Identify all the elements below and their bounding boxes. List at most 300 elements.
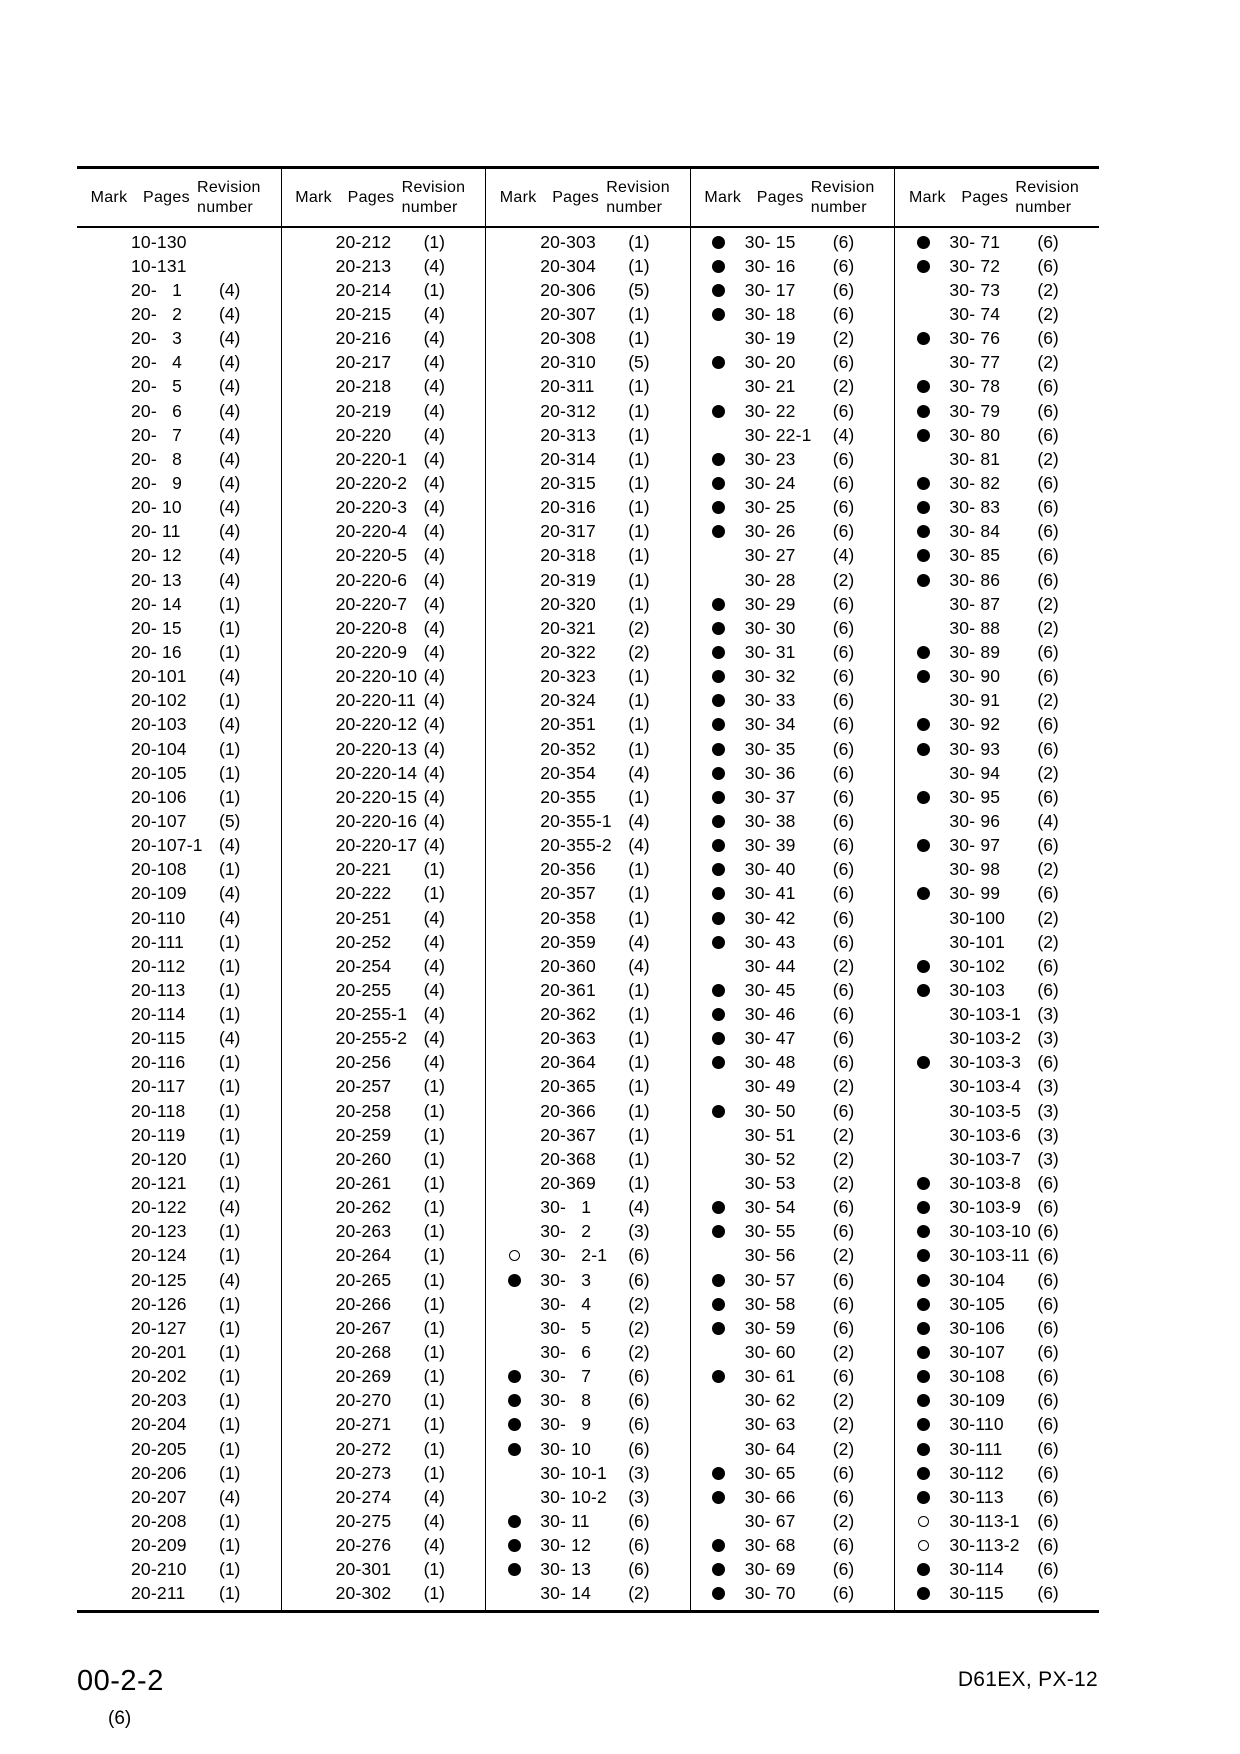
page-cell: 20-220-9 (335, 641, 408, 662)
table-row (77, 1075, 281, 1099)
page-cell: 30- 28 (744, 569, 796, 590)
page-cell: 20-213 (335, 255, 392, 276)
filled-circle-icon (712, 477, 725, 490)
page-cell: 30-110 (949, 1414, 1004, 1435)
table-row (895, 1196, 1099, 1220)
revision-cell: (6) (1037, 1221, 1059, 1242)
revision-cell: (6) (1037, 835, 1059, 856)
header-mark: Mark (499, 188, 537, 206)
page-cell: 30- 52 (744, 1148, 796, 1169)
revision-cell: (1) (219, 1317, 241, 1338)
filled-circle-icon (917, 984, 930, 997)
page-cell: 30- 35 (744, 738, 796, 759)
revision-cell: (6) (832, 521, 855, 542)
mark-cell (895, 1370, 947, 1383)
table-row (895, 1075, 1099, 1099)
table-row (895, 640, 1099, 664)
filled-circle-icon (508, 1370, 521, 1383)
filled-circle-icon (712, 1008, 725, 1021)
page-cell: 30- 14 (540, 1583, 592, 1604)
mark-cell (691, 284, 743, 297)
mark-cell (895, 1491, 947, 1504)
revision-cell: (4) (423, 255, 445, 276)
table-row (691, 1196, 895, 1220)
page-cell: 20-112 (131, 955, 186, 976)
table-row (77, 1220, 281, 1244)
table-row (895, 592, 1099, 616)
page-cell: 30- 20 (744, 352, 796, 373)
page-cell: 20-125 (131, 1269, 187, 1290)
page-cell: 30- 4 (540, 1293, 592, 1314)
page-cell: 20-273 (335, 1462, 392, 1483)
table-row (282, 568, 486, 592)
revision-cell: (6) (1037, 424, 1059, 445)
revision-cell: (6) (1037, 1511, 1059, 1532)
revision-cell: (4) (423, 593, 445, 614)
revision-cell: (1) (219, 1511, 241, 1532)
revision-cell: (1) (219, 641, 241, 662)
revision-cell: (1) (628, 255, 650, 276)
filled-circle-icon (917, 501, 930, 514)
revision-cell: (1) (423, 1462, 445, 1483)
table-row (895, 496, 1099, 520)
table-row (691, 906, 895, 930)
filled-circle-icon (917, 1370, 930, 1383)
filled-circle-icon (917, 236, 930, 249)
page-cell: 20-304 (540, 255, 596, 276)
filled-circle-icon (712, 1201, 725, 1214)
revision-cell: (6) (832, 231, 855, 252)
revision-cell: (6) (832, 883, 855, 904)
table-row (895, 327, 1099, 351)
page-cell: 30-103-4 (949, 1076, 1022, 1097)
mark-cell (691, 1491, 743, 1504)
page-cell: 20-221 (335, 859, 392, 880)
table-row (895, 761, 1099, 785)
header-mark: Mark (295, 188, 332, 206)
revision-cell: (6) (1037, 1486, 1059, 1507)
revision-cell: (3) (628, 1221, 650, 1242)
mark-cell (895, 791, 947, 804)
mark-cell (486, 1443, 538, 1456)
revision-cell: (6) (1037, 1414, 1059, 1435)
page-cell: 20-111 (131, 931, 185, 952)
page-cell: 20-264 (335, 1245, 392, 1266)
filled-circle-icon (712, 984, 725, 997)
table-row (895, 689, 1099, 713)
table-row (282, 1558, 486, 1582)
page-cell: 20-265 (335, 1269, 392, 1290)
filled-circle-icon (917, 839, 930, 852)
page-cell: 30- 59 (744, 1317, 796, 1338)
page-cell: 20-119 (131, 1124, 186, 1145)
table-row (486, 1003, 690, 1027)
revision-cell: (2) (832, 1390, 855, 1411)
revision-cell: (6) (832, 786, 855, 807)
revision-cell: (1) (628, 521, 650, 542)
page-cell: 20-323 (540, 666, 596, 687)
table-row (282, 1099, 486, 1123)
page-cell: 20-109 (131, 883, 187, 904)
page-cell: 30- 99 (949, 883, 1001, 904)
page-cell: 20-361 (540, 979, 596, 1000)
revision-cell: (1) (423, 1366, 445, 1387)
revision-cell: (4) (423, 738, 445, 759)
table-row (691, 1365, 895, 1389)
revision-cell: (4) (423, 1004, 445, 1025)
revision-cell: (2) (832, 328, 855, 349)
page-cell: 20-220-7 (335, 593, 408, 614)
filled-circle-icon (712, 863, 725, 876)
table-row (691, 327, 895, 351)
model-name: D61EX, PX-12 (957, 1668, 1098, 1691)
table-row (486, 592, 690, 616)
mark-cell (691, 308, 743, 321)
table-row (282, 1123, 486, 1147)
table-row (691, 302, 895, 326)
table-row (282, 930, 486, 954)
table-row (691, 1123, 895, 1147)
table-row (691, 882, 895, 906)
table-row (895, 1268, 1099, 1292)
table-row (77, 254, 281, 278)
table-row (282, 1437, 486, 1461)
page-cell: 20-365 (540, 1076, 596, 1097)
mark-cell (895, 1249, 947, 1262)
revision-cell: (4) (628, 810, 650, 831)
mark-cell (691, 718, 743, 731)
table-row (77, 1171, 281, 1195)
mark-cell (895, 1467, 947, 1480)
page-cell: 30- 63 (744, 1414, 796, 1435)
revision-cell: (1) (219, 738, 241, 759)
page-cell: 20-118 (131, 1100, 186, 1121)
page-cell: 20-220-5 (335, 545, 408, 566)
header-pages: Pages (961, 188, 1009, 206)
table-row (691, 1171, 895, 1195)
revision-cell: (6) (1037, 666, 1059, 687)
mark-cell (895, 1587, 947, 1600)
page-cell: 30- 36 (744, 762, 796, 783)
table-row (691, 544, 895, 568)
header-revision (398, 178, 482, 218)
revision-cell: (4) (423, 907, 445, 928)
mark-cell (895, 1443, 947, 1456)
table-row (691, 1413, 895, 1437)
table-row (486, 1196, 690, 1220)
page-cell: 20-261 (335, 1173, 392, 1194)
revision-cell: (6) (1037, 521, 1059, 542)
page-cell: 30- 29 (744, 593, 796, 614)
page-cell: 20-363 (540, 1028, 596, 1049)
page-cell: 20-217 (335, 352, 392, 373)
page-cell: 20-354 (540, 762, 596, 783)
table-row (895, 544, 1099, 568)
table-row (486, 882, 690, 906)
table-row (77, 1147, 281, 1171)
revision-cell: (6) (832, 1293, 855, 1314)
page-cell: 30- 78 (949, 376, 1001, 397)
mark-cell (691, 1563, 743, 1576)
mark-cell (691, 260, 743, 273)
page-cell: 30- 76 (949, 328, 1001, 349)
mark-cell (895, 1225, 947, 1238)
revision-cell: (1) (628, 569, 650, 590)
filled-circle-icon (712, 1370, 725, 1383)
column-header (282, 169, 486, 228)
revision-cell: (1) (219, 1390, 241, 1411)
page-cell: 20-220-3 (335, 497, 408, 518)
filled-circle-icon (712, 1056, 725, 1069)
revision-cell: (4) (423, 497, 445, 518)
filled-circle-icon (712, 912, 725, 925)
table-row (691, 640, 895, 664)
mark-cell (691, 477, 743, 490)
revision-cell: (6) (832, 448, 855, 469)
page-cell: 20-209 (131, 1535, 187, 1556)
filled-circle-icon (917, 1322, 930, 1335)
table-row (691, 351, 895, 375)
revision-cell: (2) (832, 1342, 855, 1363)
revision-cell: (4) (628, 931, 650, 952)
revision-cell: (1) (423, 1293, 445, 1314)
page-cell: 20- 6 (131, 400, 183, 421)
page-cell: 30-113-1 (949, 1511, 1020, 1532)
table-row (77, 689, 281, 713)
page-cell: 20-211 (131, 1583, 186, 1604)
revision-cell: (4) (219, 279, 241, 300)
revision-cell: (4) (219, 303, 241, 324)
page-cell: 20-110 (131, 907, 186, 928)
table-row (691, 1437, 895, 1461)
table-row (691, 496, 895, 520)
revision-cell: (2) (1037, 303, 1059, 324)
table-row (691, 665, 895, 689)
revision-cell: (1) (219, 931, 241, 952)
table-row (77, 1003, 281, 1027)
page-cell: 30-113-2 (949, 1535, 1020, 1556)
table-row (486, 1051, 690, 1075)
revision-cell: (4) (423, 521, 445, 542)
revision-cell: (4) (423, 714, 445, 735)
page-cell: 30- 21 (744, 376, 796, 397)
revision-cell: (6) (832, 1535, 855, 1556)
mark-cell (895, 405, 947, 418)
table-row (282, 447, 486, 471)
page-cell: 30- 89 (949, 641, 1001, 662)
revision-cell: (1) (423, 1317, 445, 1338)
page-cell: 30- 70 (744, 1583, 796, 1604)
table-row (895, 278, 1099, 302)
page-cell: 30-103-6 (949, 1124, 1022, 1145)
table-row (486, 302, 690, 326)
page-cell: 20-251 (335, 907, 392, 928)
table-row (486, 1389, 690, 1413)
revision-cell: (6) (832, 931, 855, 952)
filled-circle-icon (712, 598, 725, 611)
table-row (895, 1389, 1099, 1413)
table-row (282, 302, 486, 326)
revision-cell: (1) (628, 786, 650, 807)
table-row (691, 1292, 895, 1316)
revision-cell: (1) (423, 859, 445, 880)
filled-circle-icon (917, 1467, 930, 1480)
page-cell: 20-222 (335, 883, 392, 904)
revision-cell: (1) (219, 593, 241, 614)
mark-cell (895, 1516, 947, 1527)
filled-circle-icon (917, 1587, 930, 1600)
page-cell: 20-210 (131, 1559, 187, 1580)
page-cell: 20-121 (131, 1173, 187, 1194)
revision-cell: (6) (1037, 738, 1059, 759)
revision-cell: (6) (832, 1486, 855, 1507)
revision-cell: (2) (628, 1317, 650, 1338)
page-cell: 10-130 (131, 231, 187, 252)
revision-cell: (6) (1037, 1317, 1059, 1338)
table-row (486, 616, 690, 640)
revision-cell: (6) (628, 1535, 650, 1556)
table-row (486, 1365, 690, 1389)
revision-cell: (1) (628, 979, 650, 1000)
revision-cell: (1) (423, 1559, 445, 1580)
table-row (486, 906, 690, 930)
page-cell: 30- 44 (744, 955, 796, 976)
filled-circle-icon (917, 718, 930, 731)
revision-cell: (1) (423, 1414, 445, 1435)
table-row (77, 327, 281, 351)
filled-circle-icon (917, 1418, 930, 1431)
page-cell: 20-207 (131, 1486, 187, 1507)
revision-cell: (3) (628, 1486, 650, 1507)
page-cell: 20-258 (335, 1100, 392, 1121)
header-revision (602, 178, 686, 218)
filled-circle-icon (917, 429, 930, 442)
table-row (895, 1365, 1099, 1389)
table-row (77, 665, 281, 689)
page-cell: 20-362 (540, 1004, 596, 1025)
revision-cell: (1) (219, 1173, 241, 1194)
filled-circle-icon (917, 887, 930, 900)
mark-cell (691, 501, 743, 514)
page-cell: 30- 49 (744, 1076, 796, 1097)
revision-cell: (3) (1037, 1100, 1059, 1121)
page-cell: 20-270 (335, 1390, 392, 1411)
page-cell: 30- 11 (540, 1511, 590, 1532)
table-column (895, 169, 1099, 1610)
table-row (486, 858, 690, 882)
table-row (282, 254, 486, 278)
page-cell: 30- 85 (949, 545, 1001, 566)
table-row (486, 1534, 690, 1558)
mark-cell (895, 477, 947, 490)
mark-cell (691, 622, 743, 635)
revision-cell: (1) (423, 279, 445, 300)
page-cell: 20- 5 (131, 376, 183, 397)
page-cell: 30-103-5 (949, 1100, 1022, 1121)
page-cell: 30- 10-1 (540, 1462, 607, 1483)
filled-circle-icon (712, 284, 725, 297)
filled-circle-icon (712, 694, 725, 707)
page-cell: 20-220-2 (335, 472, 408, 493)
filled-circle-icon (917, 1563, 930, 1576)
revision-cell: (1) (219, 1076, 241, 1097)
mark-cell (486, 1418, 538, 1431)
page-cell: 30- 64 (744, 1438, 796, 1459)
revision-cell: (6) (1037, 955, 1059, 976)
table-row (486, 1147, 690, 1171)
header-revision-line1: Revision (1015, 178, 1080, 196)
revision-cell: (1) (219, 979, 241, 1000)
page-cell: 20-208 (131, 1511, 187, 1532)
page-cell: 30- 57 (744, 1269, 796, 1290)
table-row (486, 954, 690, 978)
page-cell: 20-220-17 (335, 835, 418, 856)
mark-cell (691, 743, 743, 756)
page-cell: 20- 15 (131, 617, 182, 638)
revision-cell: (6) (1037, 1559, 1059, 1580)
page-cell: 30-103-9 (949, 1197, 1022, 1218)
page-cell: 20-266 (335, 1293, 392, 1314)
page-cell: 30- 30 (744, 617, 796, 638)
page-cell: 20-201 (131, 1342, 187, 1363)
page-cell: 30- 80 (949, 424, 1001, 445)
filled-circle-icon (712, 815, 725, 828)
revision-cell: (6) (1037, 1438, 1059, 1459)
revision-cell: (2) (628, 641, 650, 662)
revision-cell: (6) (832, 1100, 855, 1121)
mark-cell (691, 1032, 743, 1045)
page-cell: 30- 58 (744, 1293, 796, 1314)
table-row (486, 1268, 690, 1292)
table-row (895, 1558, 1099, 1582)
revision-cell: (1) (219, 1052, 241, 1073)
revision-cell: (6) (628, 1414, 650, 1435)
table-row (895, 1437, 1099, 1461)
mark-cell (691, 356, 743, 369)
page-cell: 30-100 (949, 907, 1006, 928)
revision-cell: (2) (1037, 352, 1059, 373)
page-cell: 30- 18 (744, 303, 796, 324)
page-cell: 30- 96 (949, 810, 1001, 831)
table-row (77, 1461, 281, 1485)
table-row (895, 1003, 1099, 1027)
revision-cell: (1) (219, 1366, 241, 1387)
table-row (77, 1244, 281, 1268)
table-row (77, 1340, 281, 1364)
revision-cell: (1) (628, 714, 650, 735)
table-row (486, 520, 690, 544)
table-row (77, 737, 281, 761)
table-row (691, 447, 895, 471)
revision-cell: (1) (628, 424, 650, 445)
filled-circle-icon (917, 670, 930, 683)
page-cell: 20-203 (131, 1390, 187, 1411)
table-row (486, 254, 690, 278)
filled-circle-icon (712, 670, 725, 683)
revision-cell: (6) (832, 1221, 855, 1242)
filled-circle-icon (917, 332, 930, 345)
page-cell: 20- 7 (131, 424, 183, 445)
filled-circle-icon (712, 743, 725, 756)
table-row (691, 1051, 895, 1075)
revision-cell: (3) (1037, 1004, 1059, 1025)
table-row (895, 1051, 1099, 1075)
revision-cell: (6) (1037, 1269, 1059, 1290)
page-cell: 20-103 (131, 714, 187, 735)
revision-cell: (1) (423, 883, 445, 904)
table-row (282, 1075, 486, 1099)
table-row (691, 978, 895, 1002)
